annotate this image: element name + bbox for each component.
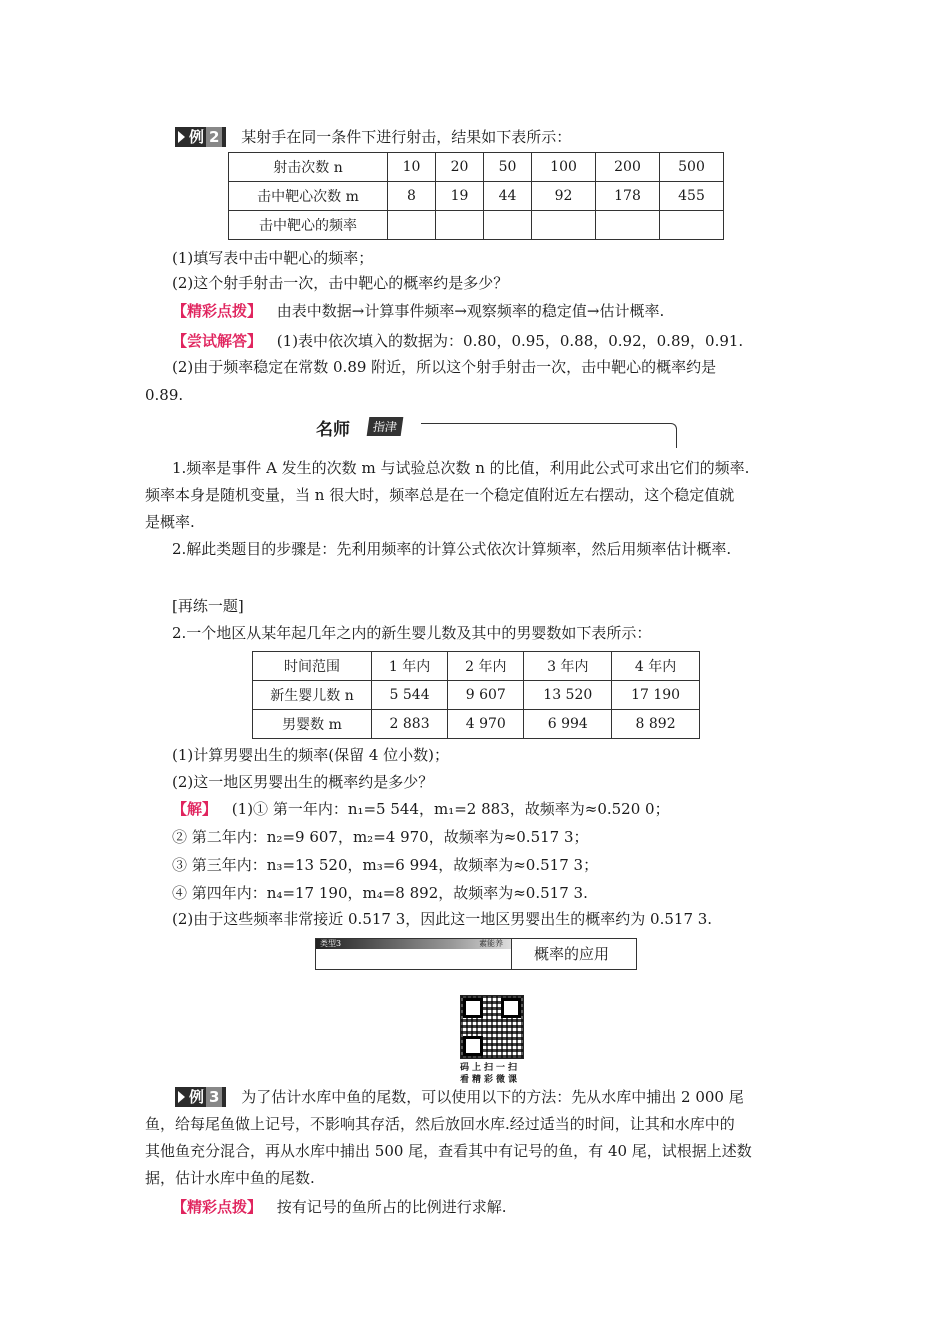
table-cell: 4 年内 xyxy=(612,652,700,681)
table-row-header: 男婴数 m xyxy=(253,710,372,739)
table-cell: 2 年内 xyxy=(448,652,524,681)
table-row-header: 射击次数 n xyxy=(229,153,388,182)
solution-4: ④ 第四年内：n₄=17 190，m₄=8 892，故频率为≈0.517 3. xyxy=(172,884,588,902)
table-row xyxy=(253,710,700,739)
example-tag: 例 2 xyxy=(175,127,226,147)
answer-line xyxy=(172,330,743,352)
table-cell: 8 892 xyxy=(612,710,700,739)
hint-text: 按有记号的鱼所占的比例进行求解. xyxy=(276,1198,507,1216)
table-cell: 13 520 xyxy=(524,681,612,710)
example-3-line-1: 为了估计水库中鱼的尾数，可以使用以下的方法：先从水库中捕出 2 000 尾 xyxy=(241,1088,744,1106)
qr-corner xyxy=(463,998,483,1018)
table-cell: 3 年内 xyxy=(524,652,612,681)
birth-table xyxy=(252,651,700,739)
table-cell: 8 xyxy=(388,182,436,211)
type-left-label: 类型3 xyxy=(320,939,342,948)
practice-head: [再练一题] xyxy=(172,597,244,615)
table-cell: 4 970 xyxy=(448,710,524,739)
table-cell: 178 xyxy=(596,182,660,211)
table-cell: 19 xyxy=(436,182,484,211)
solution-2: ② 第二年内：n₂=9 607，m₂=4 970，故频率为≈0.517 3； xyxy=(172,828,589,846)
hint-line xyxy=(172,300,664,322)
table-cell xyxy=(659,211,723,240)
table-cell xyxy=(388,211,436,240)
hint-label: 【精彩点拨】 xyxy=(172,302,263,320)
example-tag: 例 3 xyxy=(175,1087,226,1107)
shooting-table xyxy=(228,152,724,240)
table-cell xyxy=(484,211,532,240)
table-cell: 100 xyxy=(532,153,596,182)
example-3-line-3: 其他鱼充分混合，再从水库中捕出 500 尾，查看其中有记号的鱼，有 40 尾，试根据上述数 xyxy=(145,1142,752,1160)
table-row xyxy=(253,652,700,681)
table-cell: 6 994 xyxy=(524,710,612,739)
table-row-header: 击中靶心次数 m xyxy=(229,182,388,211)
table-cell xyxy=(436,211,484,240)
question-1: (1)填写表中击中靶心的频率； xyxy=(172,249,374,267)
answer-1: (1)表中依次填入的数据为：0.80，0.95，0.88，0.92，0.89，0.91. xyxy=(276,332,744,350)
qr-corner xyxy=(463,1036,483,1056)
table-cell: 2 883 xyxy=(372,710,448,739)
table-row-header: 新生婴儿数 n xyxy=(253,681,372,710)
solution-3: ③ 第三年内：n₃=13 520，m₃=6 994，故频率为≈0.517 3； xyxy=(172,856,599,874)
example-3-heading xyxy=(175,1086,744,1107)
practice-intro: 2.一个地区从某年起几年之内的新生婴儿数及其中的男婴数如下表所示： xyxy=(172,624,652,642)
teacher-p1c: 是概率. xyxy=(145,513,195,531)
qr-code-icon[interactable] xyxy=(460,995,524,1059)
solution-5: (2)由于这些频率非常接近 0.517 3，因此这一地区男婴出生的概率约为 0.517 3. xyxy=(172,910,713,928)
question-2: (2)这个射手射击一次，击中靶心的概率约是多少？ xyxy=(172,274,509,292)
banner-label: 名师 xyxy=(316,420,350,440)
hint-text: 由表中数据→计算事件频率→观察频率的稳定值→估计概率. xyxy=(276,302,665,320)
example-3-hint xyxy=(172,1196,507,1218)
example-2-heading xyxy=(175,126,571,147)
table-cell: 9 607 xyxy=(448,681,524,710)
table-cell: 44 xyxy=(484,182,532,211)
example-2-text: 某射手在同一条件下进行射击，结果如下表所示： xyxy=(241,128,572,146)
banner-badge: 指津 xyxy=(367,417,404,436)
answer-2a: (2)由于频率稳定在常数 0.89 附近，所以这个射手射击一次，击中靶心的概率约是 xyxy=(172,358,717,376)
table-cell xyxy=(532,211,596,240)
table-row-header: 时间范围 xyxy=(253,652,372,681)
type-separator xyxy=(511,939,512,969)
qr-caption-1: 码上扫一扫 xyxy=(460,1063,521,1073)
type-right-label: 素能养 xyxy=(479,939,503,948)
solution-label: 【解】 xyxy=(172,800,218,818)
example-3-line-4: 据，估计水库中鱼的尾数. xyxy=(145,1169,315,1187)
example-3-line-2: 鱼，给每尾鱼做上记号，不影响其存活，然后放回水库.经过适当的时间，让其和水库中的 xyxy=(145,1115,735,1133)
table-cell: 455 xyxy=(659,182,723,211)
table-cell: 50 xyxy=(484,153,532,182)
hint-label: 【精彩点拨】 xyxy=(172,1198,263,1216)
table-cell xyxy=(596,211,660,240)
table-cell: 1 年内 xyxy=(372,652,448,681)
type-3-box xyxy=(315,938,637,970)
table-cell: 5 544 xyxy=(372,681,448,710)
type-bar xyxy=(316,939,511,949)
qr-caption-2: 看精彩微课 xyxy=(460,1075,521,1085)
solution-1: (1)① 第一年内：n₁=5 544，m₁=2 883，故频率为≈0.520 0； xyxy=(231,800,670,818)
answer-label: 【尝试解答】 xyxy=(172,332,263,350)
practice-q1: (1)计算男婴出生的频率(保留 4 位小数)； xyxy=(172,746,450,764)
type-title: 概率的应用 xyxy=(534,945,610,963)
table-cell: 10 xyxy=(388,153,436,182)
table-row-header: 击中靶心的频率 xyxy=(229,211,388,240)
table-cell: 20 xyxy=(436,153,484,182)
table-row xyxy=(229,211,724,240)
teacher-banner xyxy=(316,415,676,445)
table-row xyxy=(229,182,724,211)
teacher-p1a: 1.频率是事件 A 发生的次数 m 与试验总次数 n 的比值，利用此公式可求出它们的频率. xyxy=(172,459,750,477)
solution-line-1 xyxy=(172,798,670,820)
banner-curve xyxy=(421,423,677,448)
teacher-p2: 2.解此类题目的步骤是：先利用频率的计算公式依次计算频率，然后用频率估计概率. xyxy=(172,540,732,558)
practice-q2: (2)这一地区男婴出生的概率约是多少？ xyxy=(172,773,434,791)
table-row xyxy=(253,681,700,710)
table-cell: 500 xyxy=(659,153,723,182)
qr-corner xyxy=(501,998,521,1018)
table-cell: 92 xyxy=(532,182,596,211)
table-row xyxy=(229,153,724,182)
teacher-p1b: 频率本身是随机变量，当 n 很大时，频率总是在一个稳定值附近左右摆动，这个稳定值就 xyxy=(145,486,735,504)
answer-2b: 0.89. xyxy=(145,386,184,404)
table-cell: 17 190 xyxy=(612,681,700,710)
table-cell: 200 xyxy=(596,153,660,182)
